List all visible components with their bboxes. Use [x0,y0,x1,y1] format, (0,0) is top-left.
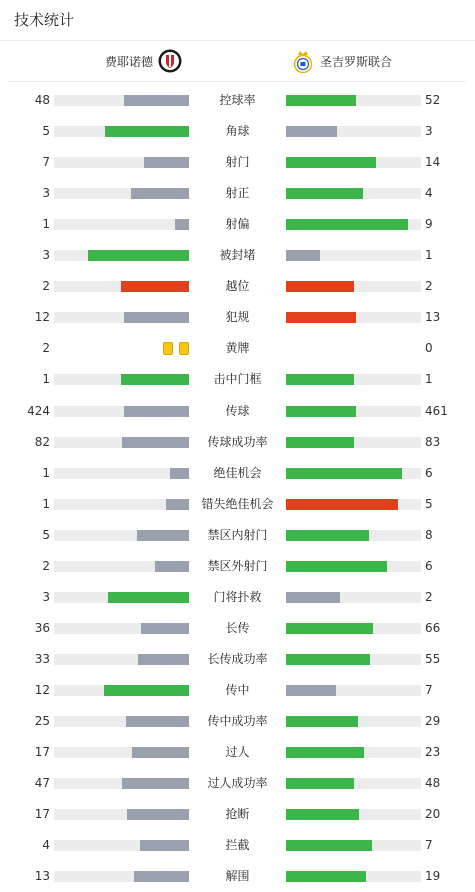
away-stat-value: 5 [425,496,433,511]
stat-label: 射门 [225,155,250,170]
away-stat-value: 48 [425,776,441,791]
away-stat-bar [286,561,421,572]
stat-label: 角球 [225,124,250,139]
stat-row [0,147,475,178]
home-stat-bar [54,840,189,851]
stat-row [0,85,475,116]
home-stat-bar-fill [137,530,189,541]
away-stat-value: 1 [425,372,433,387]
away-stat-value: 4 [425,186,433,201]
home-stat-value: 3 [42,248,50,263]
home-stat-bar [54,219,189,230]
stat-row [0,675,475,706]
away-stat-value: 7 [425,682,433,697]
away-stat-value: 66 [425,620,441,635]
away-stat-bar [286,250,421,261]
home-stat-bar-fill [124,312,189,323]
away-stat-bar-fill [286,840,372,851]
away-stat-bar-fill [286,654,370,665]
away-stat-bar [286,406,421,417]
home-stat-bar-fill [138,654,189,665]
away-team[interactable] [291,49,392,73]
away-stat-bar-fill [286,716,358,727]
home-stat-bar [54,778,189,789]
stat-row [0,737,475,768]
away-team-name: 圣吉罗斯联合 [320,54,393,69]
away-stat-bar [286,592,421,603]
home-stat-bar [54,126,189,137]
stat-row [0,209,475,240]
stat-row [0,178,475,209]
away-stat-value: 29 [425,714,441,728]
home-stat-bar-fill [140,840,189,851]
home-stat-bar-fill [105,126,189,137]
away-stat-bar [286,468,421,479]
away-stat-bar [286,157,421,168]
away-stat-bar-fill [286,468,402,479]
away-stat-value: 23 [425,745,441,760]
stat-row [0,830,475,861]
stat-label: 错失绝佳机会 [201,496,274,511]
union-saint-gilloise-logo-icon [291,49,315,73]
away-stat-bar [286,530,421,541]
away-stat-bar-fill [286,250,320,261]
away-stat-bar-fill [286,188,363,199]
home-stat-value: 25 [34,714,50,728]
stat-label: 门将扑救 [213,589,262,604]
away-stat-value: 3 [425,124,433,139]
home-stat-value: 1 [42,465,50,480]
away-stat-value: 1 [425,248,433,263]
away-stat-value: 52 [425,93,441,107]
home-stat-value: 33 [34,651,50,666]
away-stat-value: 83 [425,434,441,449]
away-stat-bar [286,374,421,385]
away-stat-bar-fill [286,406,356,417]
home-stat-bar [54,809,189,820]
home-stat-bar [54,747,189,758]
away-stat-value: 20 [425,807,441,822]
home-stat-value: 36 [34,620,50,635]
stat-row [0,427,475,458]
home-stat-bar [54,157,189,168]
home-stat-bar [54,871,189,882]
home-stat-bar-fill [155,561,189,572]
stat-label: 拦截 [225,838,250,853]
stat-row [0,116,475,147]
stat-label: 犯规 [225,310,250,325]
away-stat-bar [286,95,421,106]
home-stat-value: 82 [34,434,50,449]
home-stat-value: 1 [42,217,50,232]
away-stat-bar-fill [286,374,354,385]
stat-label: 击中门框 [213,372,262,387]
home-stat-bar [54,406,189,417]
stat-row [0,706,475,737]
home-stat-value: 1 [42,372,50,387]
stat-label: 长传 [225,620,250,635]
home-stat-bar [54,685,189,696]
home-stat-bar [54,95,189,106]
stat-label: 禁区外射门 [207,558,268,573]
home-stat-bar [54,716,189,727]
home-stat-value: 1 [42,496,50,511]
home-stat-value: 4 [42,838,50,853]
home-stat-bar [54,468,189,479]
away-stat-bar-fill [286,157,376,168]
away-stat-value: 8 [425,527,433,542]
away-stat-bar [286,219,421,230]
away-stat-value: 13 [425,310,441,325]
home-stat-bar-fill [127,809,189,820]
away-stat-bar-fill [286,623,373,634]
away-stat-bar [286,747,421,758]
away-stat-bar-fill [286,685,336,696]
home-stat-bar [54,437,189,448]
home-stat-bar-fill [122,437,189,448]
home-stat-bar-fill [121,374,189,385]
away-stat-bar [286,623,421,634]
home-stat-bar [54,561,189,572]
home-stat-bar [54,188,189,199]
home-stat-value: 5 [42,527,50,542]
stat-label: 抢断 [225,807,250,822]
home-stat-bar-fill [175,219,189,230]
away-stat-bar-fill [286,281,354,292]
stat-row [0,240,475,271]
stat-row [0,271,475,302]
away-stat-bar [286,809,421,820]
home-stat-value: 3 [42,589,50,604]
away-stat-bar-fill [286,95,356,106]
away-stat-value: 461 [425,403,448,418]
away-stat-value: 9 [425,217,433,232]
home-stat-bar [54,250,189,261]
yellow-card-icon [163,342,173,355]
away-stat-bar [286,654,421,665]
stat-row [0,613,475,644]
home-stat-value: 17 [34,807,50,822]
away-stat-bar [286,871,421,882]
stat-row [0,489,475,520]
home-stat-value: 2 [42,341,50,356]
home-stat-bar [54,530,189,541]
away-stat-bar-fill [286,530,369,541]
home-stat-bar-fill [121,281,189,292]
stat-row [0,799,475,830]
away-stat-bar-fill [286,592,340,603]
away-stat-bar-fill [286,312,356,323]
home-stat-bar [54,592,189,603]
stat-label: 黄牌 [225,341,250,356]
stat-label: 长传成功率 [207,651,268,666]
away-stat-bar [286,312,421,323]
home-stat-value: 2 [42,279,50,294]
away-stat-bar-fill [286,809,359,820]
home-stat-bar-fill [170,468,189,479]
stat-row [0,396,475,427]
away-stat-bar-fill [286,499,398,510]
away-stat-bar [286,437,421,448]
stat-row [0,458,475,489]
away-stat-bar-fill [286,561,387,572]
stat-row [0,861,475,892]
home-stat-bar-fill [104,685,189,696]
home-team-name: 费耶诺德 [104,54,153,69]
home-stat-bar-fill [124,406,189,417]
home-stat-bar [54,623,189,634]
stat-label: 传中成功率 [207,714,268,728]
stat-row [0,644,475,675]
stat-label: 传球 [225,403,250,418]
home-stat-value: 5 [42,124,50,139]
away-stat-bar-fill [286,437,354,448]
home-stat-bar-fill [108,592,189,603]
stat-label: 射正 [225,186,250,201]
home-stat-value: 17 [34,745,50,760]
away-stat-value: 0 [425,341,433,356]
away-stat-value: 19 [425,869,441,884]
away-stat-bar [286,499,421,510]
stat-label: 射偏 [225,217,250,232]
away-stat-value: 7 [425,838,433,853]
home-stat-bar-fill [126,716,189,727]
home-stat-bar-fill [166,499,189,510]
away-stat-bar [286,840,421,851]
home-stat-bar-fill [131,188,189,199]
home-stat-bar-fill [132,747,189,758]
away-stat-bar [286,716,421,727]
away-stat-bar [286,685,421,696]
home-stat-bar [54,499,189,510]
stat-label: 禁区内射门 [207,527,268,542]
away-stat-bar-fill [286,871,366,882]
home-stat-bar-fill [141,623,189,634]
stat-label: 传球成功率 [207,434,268,449]
stat-label: 控球率 [219,93,256,107]
home-stat-bar [54,312,189,323]
stat-label: 过人 [225,745,250,760]
home-stat-bar [54,374,189,385]
home-stat-value: 13 [34,869,50,884]
home-stat-value: 47 [34,776,50,791]
home-stat-value: 424 [27,403,50,418]
stat-row [0,520,475,551]
away-stat-value: 6 [425,465,433,480]
home-stat-value: 2 [42,558,50,573]
stat-label: 被封堵 [219,248,256,263]
teams-header [9,41,466,82]
home-stat-bar-fill [124,95,189,106]
home-stat-bar-fill [122,778,189,789]
away-stat-bar [286,778,421,789]
stat-label: 绝佳机会 [213,465,262,480]
away-stat-value: 2 [425,279,433,294]
feyenoord-logo-icon [158,49,182,73]
home-stat-bar [54,654,189,665]
away-stat-value: 14 [425,155,441,170]
stat-row [0,364,475,395]
stat-row [0,302,475,333]
stat-label: 越位 [225,279,250,294]
stat-row [0,551,475,582]
stat-label: 解围 [225,869,250,884]
stat-row [0,582,475,613]
home-stat-value: 7 [42,155,50,170]
away-stat-bar-fill [286,747,364,758]
home-team[interactable] [105,49,182,73]
page-title: 技术统计 [0,0,475,41]
stat-label: 过人成功率 [207,776,268,791]
stat-label: 传中 [225,682,250,697]
stat-row [0,333,475,364]
home-stat-value: 12 [34,310,50,325]
away-stat-bar-fill [286,126,337,137]
yellow-card-icon [179,342,189,355]
home-stat-bar-fill [134,871,189,882]
away-stat-bar-fill [286,219,408,230]
home-stat-bar [54,281,189,292]
stat-row [0,768,475,799]
away-stat-bar [286,281,421,292]
away-stat-bar [286,126,421,137]
home-stat-value: 12 [34,682,50,697]
home-stat-bar-fill [88,250,189,261]
home-stat-bar-fill [144,157,189,168]
away-stat-bar [286,188,421,199]
away-stat-value: 55 [425,651,441,666]
home-stat-value: 3 [42,186,50,201]
away-stat-value: 2 [425,589,433,604]
home-stat-value: 48 [34,93,50,107]
away-stat-bar-fill [286,778,354,789]
away-stat-value: 6 [425,558,433,573]
